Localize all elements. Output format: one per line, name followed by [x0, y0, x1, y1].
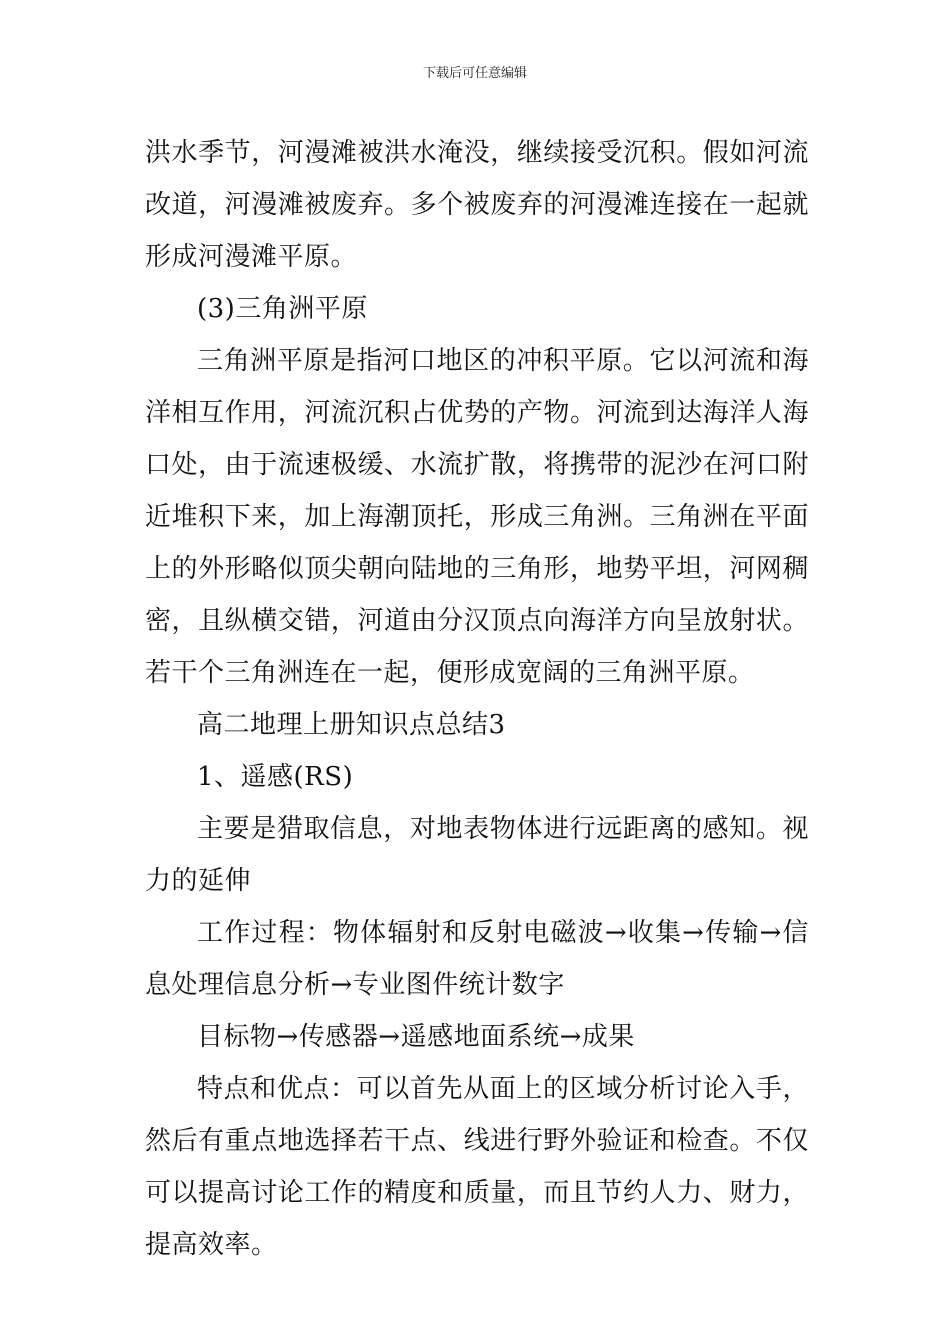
document-body	[145, 127, 809, 1271]
paragraph-rs-chain: 目标物→传感器→遥感地面系统→成果	[197, 1022, 635, 1052]
paragraph-rs-advantages: 特点和优点：可以首先从面上的区域分析讨论入手，然后有重点地选择若干点、线进行野外验证和检查。不仅可以提高讨论工作的精度和质量，而且节约人力、财力，提高效率。	[145, 1074, 809, 1260]
paragraph-rs-purpose: 主要是猎取信息，对地表物体进行远距离的感知。视力的延伸	[145, 814, 809, 896]
header-note: 下载后可任意编辑	[422, 66, 527, 81]
heading-delta-plain: (3)三角洲平原	[197, 294, 368, 324]
paragraph-rs-process: 工作过程：物体辐射和反射电磁波→收集→传输→信息处理信息分析→专业图件统计数字	[145, 918, 809, 1000]
section-title: 高二地理上册知识点总结3	[197, 710, 506, 740]
paragraph-delta-plain: 三角洲平原是指河口地区的冲积平原。它以河流和海洋相互作用，河流沉积占优势的产物。河流到达海洋人海口处，由于流速极缓、水流扩散，将携带的泥沙在河口附近堆积下来，加上海潮顶托，形成三角洲。三角洲在平面上的外形略似顶尖朝向陆地的三角形，地势平坦，河网稠密，且纵横交错，河道由分汉顶点向海洋方向呈放射状。若干个三角洲连在一起，便形成宽阔的三角洲平原。	[145, 346, 809, 688]
paragraph-floodplain: 洪水季节，河漫滩被洪水淹没，继续接受沉积。假如河流改道，河漫滩被废弃。多个被废弃的河漫滩连接在一起就形成河漫滩平原。	[145, 138, 809, 272]
heading-remote-sensing: 1、遥感(RS)	[197, 762, 354, 792]
